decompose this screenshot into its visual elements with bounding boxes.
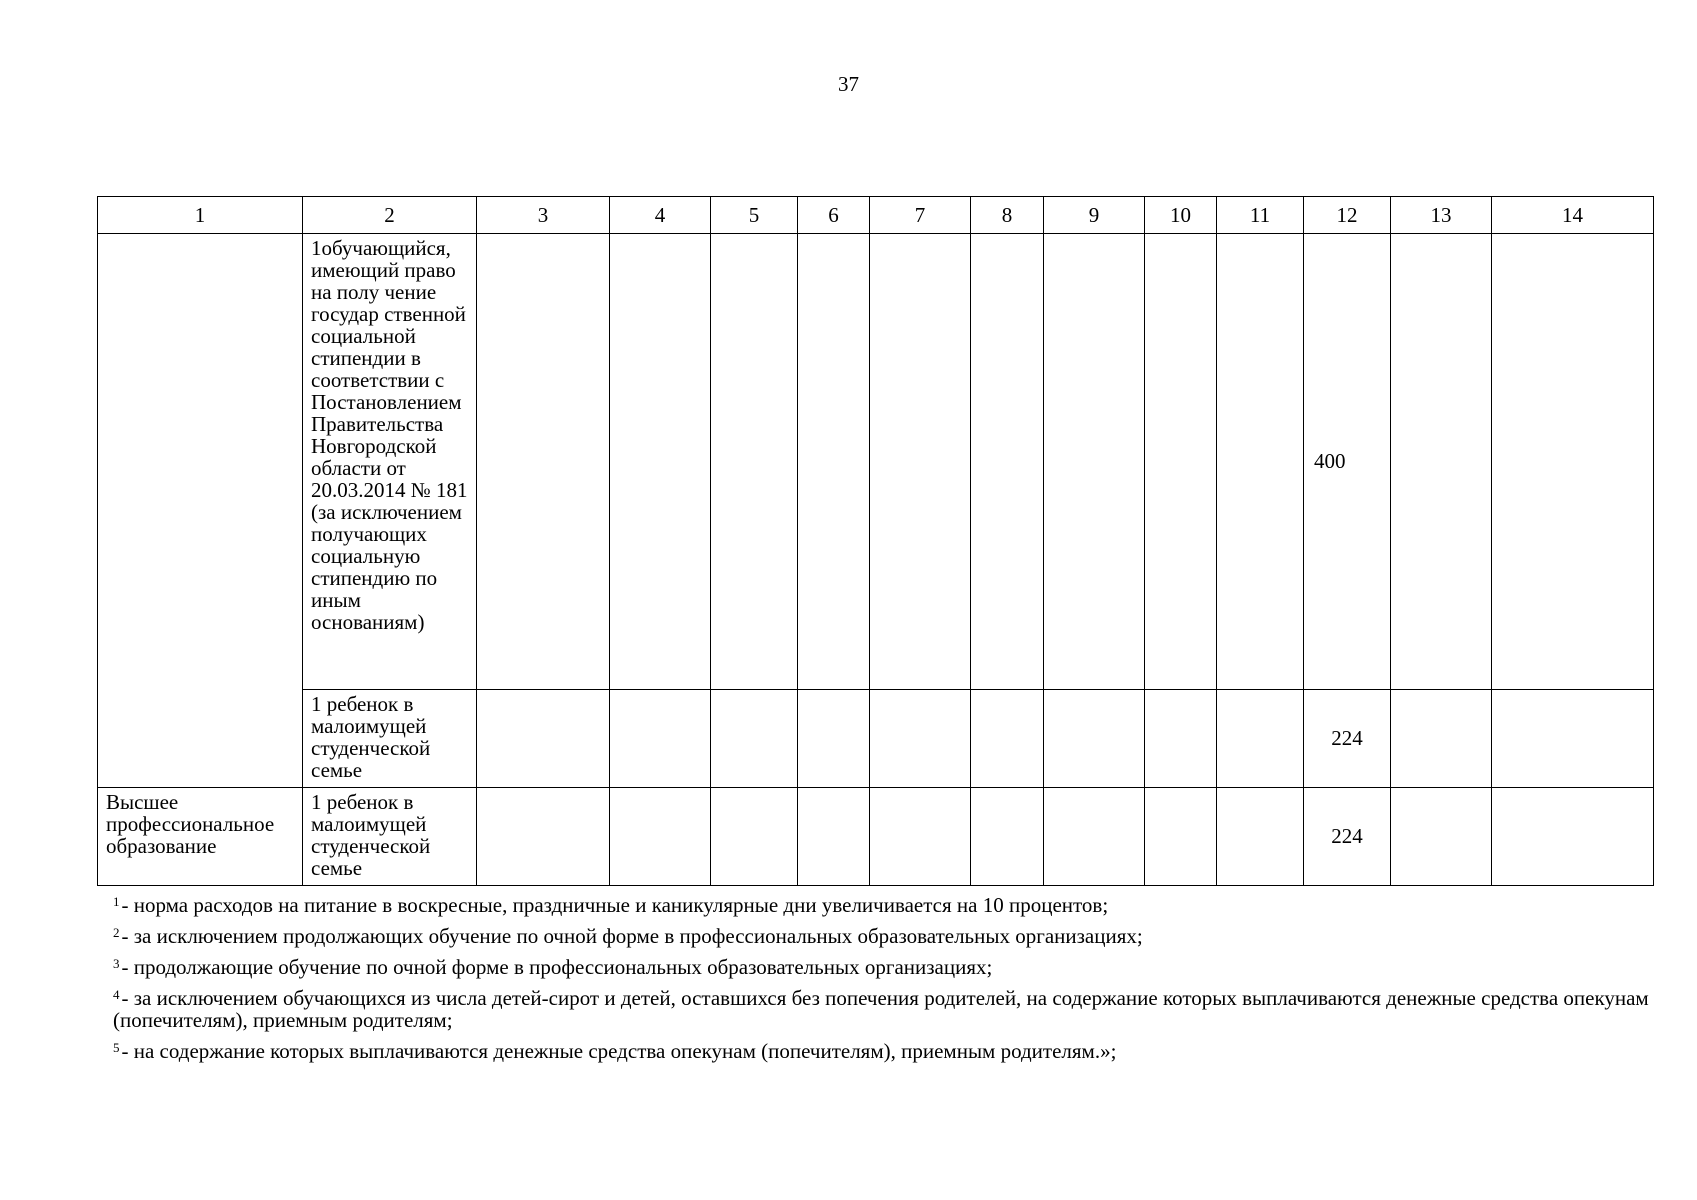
- table-cell: [98, 234, 303, 788]
- table-cell: 1обучающийся, имеющий право на полу чение государ ственной социальной стипендии в соответствии с Постановлением Правительства Новгородской области от 20.03.2014 № 181 (за исключением получающих социальную стипендию по иным основаниям): [303, 234, 477, 690]
- table-cell: [1145, 788, 1217, 886]
- footnote-marker: 1: [113, 894, 120, 909]
- table-row: [98, 690, 1654, 788]
- table-cell: [711, 788, 798, 886]
- table-cell: [1391, 234, 1492, 690]
- footnotes: [113, 891, 1653, 1068]
- footnote-text: - норма расходов на питание в воскресные, праздничные и каникулярные дни увеличивается на 10 процентов;: [121, 893, 1109, 917]
- table-cell: [1492, 788, 1654, 886]
- table-cell: [1044, 234, 1145, 690]
- column-header: 12: [1304, 197, 1391, 234]
- table-cell: [971, 788, 1044, 886]
- page-number: 37: [838, 72, 859, 96]
- table-header-row: [98, 197, 1654, 234]
- norms-table: [97, 196, 1654, 886]
- footnote-marker: 2: [113, 925, 120, 940]
- table-cell: 1 ребенок в малоимущей студенческой семье: [303, 690, 477, 788]
- table-cell: [798, 690, 870, 788]
- footnote: [113, 984, 1653, 1031]
- table-cell-value: 224: [1304, 788, 1391, 886]
- table-cell: Высшее профессиональное образование: [98, 788, 303, 886]
- table-cell: [971, 690, 1044, 788]
- footnote-marker: 5: [113, 1040, 120, 1055]
- table-cell: [610, 690, 711, 788]
- column-header: 1: [98, 197, 303, 234]
- column-header: 14: [1492, 197, 1654, 234]
- table-cell: [1391, 690, 1492, 788]
- table-cell: [477, 234, 610, 690]
- footnote: [113, 922, 1653, 947]
- table-cell: [1391, 788, 1492, 886]
- column-header: 2: [303, 197, 477, 234]
- table-cell: [1145, 234, 1217, 690]
- column-header: 8: [971, 197, 1044, 234]
- footnote: [113, 1037, 1653, 1062]
- table-row: [98, 234, 1654, 690]
- table-cell: [1217, 234, 1304, 690]
- table-cell: [1217, 788, 1304, 886]
- column-header: 5: [711, 197, 798, 234]
- column-header: 3: [477, 197, 610, 234]
- footnote: [113, 953, 1653, 978]
- table-cell: [1217, 690, 1304, 788]
- table-cell: [610, 788, 711, 886]
- column-header: 11: [1217, 197, 1304, 234]
- table-cell: [870, 690, 971, 788]
- table-cell: [477, 690, 610, 788]
- table-cell: [1044, 690, 1145, 788]
- table-cell: [798, 788, 870, 886]
- table-cell: [1044, 788, 1145, 886]
- table-cell: [1145, 690, 1217, 788]
- footnote-text: - на содержание которых выплачиваются денежные средства опекунам (попечителям), приемным родителям.»;: [121, 1039, 1117, 1063]
- table-cell: [477, 788, 610, 886]
- column-header: 10: [1145, 197, 1217, 234]
- table-cell: 1 ребенок в малоимущей студенческой семье: [303, 788, 477, 886]
- table-cell: [870, 234, 971, 690]
- table-row: [98, 788, 1654, 886]
- footnote-marker: 3: [113, 956, 120, 971]
- table-cell: [711, 690, 798, 788]
- footnote: [113, 891, 1653, 916]
- footnote-text: - за исключением продолжающих обучение по очной форме в профессиональных образовательных организациях;: [121, 924, 1143, 948]
- footnote-text: - продолжающие обучение по очной форме в профессиональных образовательных организациях;: [121, 955, 993, 979]
- table-cell: [711, 234, 798, 690]
- table-cell-value: 224: [1304, 690, 1391, 788]
- table-cell: [610, 234, 711, 690]
- column-header: 7: [870, 197, 971, 234]
- table-cell: [971, 234, 1044, 690]
- column-header: 13: [1391, 197, 1492, 234]
- footnote-marker: 4: [113, 987, 120, 1002]
- table-cell: [798, 234, 870, 690]
- table-cell-value: 400: [1304, 234, 1391, 690]
- column-header: 6: [798, 197, 870, 234]
- footnote-text: - за исключением обучающихся из числа детей-сирот и детей, оставшихся без попечения родителей, на содержание которых выплачиваются денежные средства опекунам (попечителям), приемным родителям;: [113, 986, 1649, 1032]
- table-cell: [1492, 234, 1654, 690]
- column-header: 9: [1044, 197, 1145, 234]
- column-header: 4: [610, 197, 711, 234]
- table-cell: [870, 788, 971, 886]
- table-cell: [1492, 690, 1654, 788]
